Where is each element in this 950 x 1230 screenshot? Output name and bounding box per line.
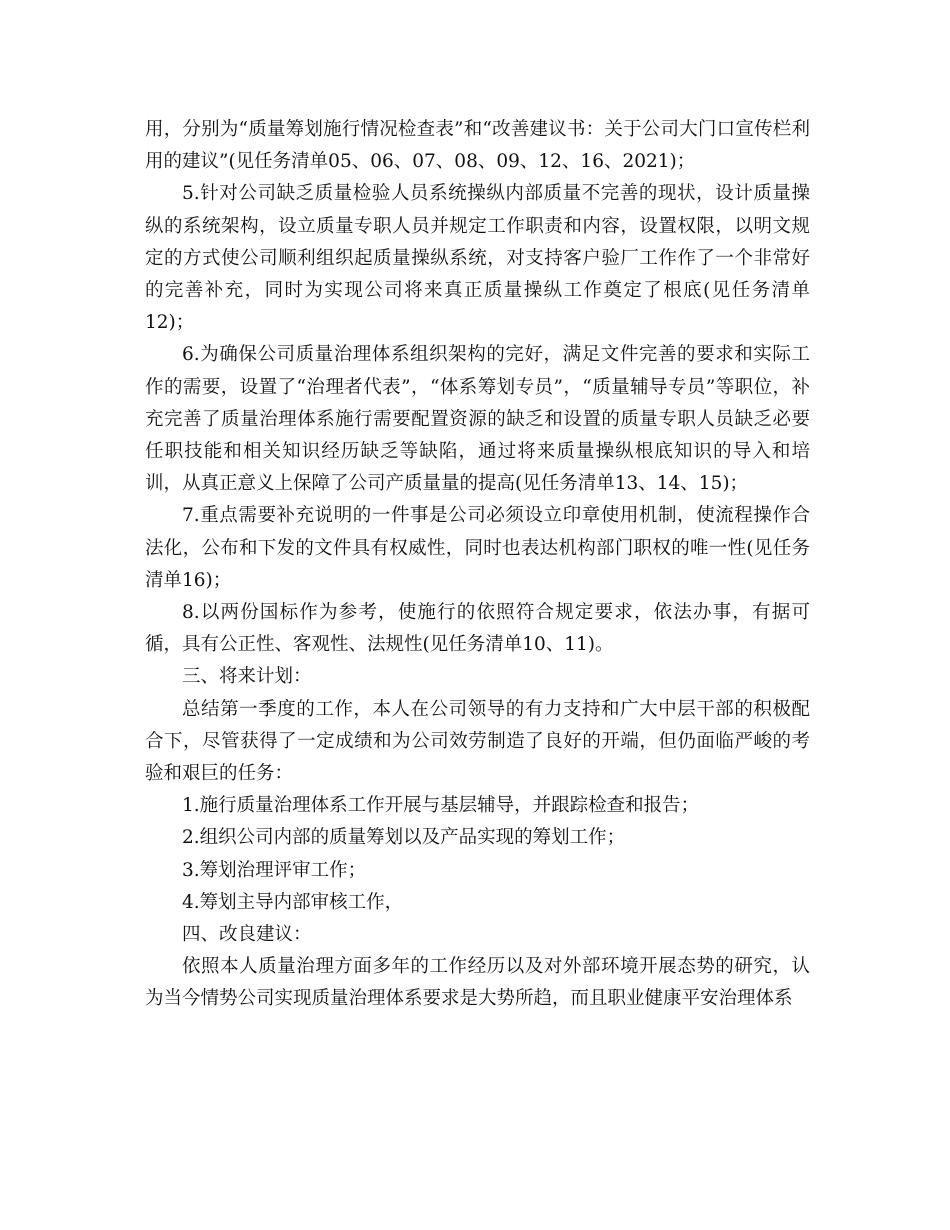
paragraph-summary: 总结第一季度的工作，本人在公司领导的有力支持和广大中层干部的积极配合下，尽管获得了一定成绩和为公司效劳制造了良好的开端，但仍面临严峻的考验和艰巨的任务： [145, 698, 810, 785]
paragraph-continuation: 用，分别为“质量筹划施行情况检查表”和“改善建议书：关于公司大门口宣传栏利用的建议”(见任务清单05、06、07、08、09、12、16、2021)； [145, 119, 810, 173]
section-heading-improvement: 四、改良建议： [182, 924, 312, 946]
paragraph-suggestion: 依照本人质量治理方面多年的工作经历以及对外部环境开展态势的研究，认为当今情势公司实现质量治理体系要求是大势所趋，而且职业健康平安治理体系 [145, 956, 810, 1010]
section-heading-future-plan: 三、将来计划： [182, 666, 312, 688]
plan-item-2: 2.组织公司内部的质量筹划以及产品实现的筹划工作； [182, 827, 626, 849]
list-item-5: 5.针对公司缺乏质量检验人员系统操纵内部质量不完善的现状，设计质量操纵的系统架构，设立质量专职人员并规定工作职责和内容，设置权限，以明文规定的方式使公司顺利组织起质量操纵系统，对支持客户验厂工作作了一个非常好的完善补充，同时为实现公司将来真正质量操纵工作奠定了根底(见任务清单12)； [145, 183, 810, 334]
list-item-6: 6.为确保公司质量治理体系组织架构的完好，满足文件完善的要求和实际工作的需要，设置了“治理者代表”，“体系筹划专员”，“质量辅导专员”等职位，补充完善了质量治理体系施行需要配置资源的缺乏和设置的质量专职人员缺乏必要任职技能和相关知识经历缺乏等缺陷，通过将来质量操纵根底知识的导入和培训，从真正意义上保障了公司产质量量的提高(见任务清单13、14、15)； [145, 344, 810, 495]
plan-item-3: 3.筹划治理评审工作； [182, 859, 367, 881]
document-body [145, 114, 810, 1016]
plan-item-4: 4.筹划主导内部审核工作， [182, 891, 404, 913]
list-item-8: 8.以两份国标作为参考，使施行的依照符合规定要求，依法办事，有据可循，具有公正性、客观性、法规性(见任务清单10、11)。 [145, 602, 810, 656]
plan-item-1: 1.施行质量治理体系工作开展与基层辅导，并跟踪检查和报告； [182, 795, 700, 817]
list-item-7: 7.重点需要补充说明的一件事是公司必须设立印章使用机制，使流程操作合法化，公布和下发的文件具有权威性，同时也表达机构部门职权的唯一性(见任务清单16)； [145, 505, 810, 591]
